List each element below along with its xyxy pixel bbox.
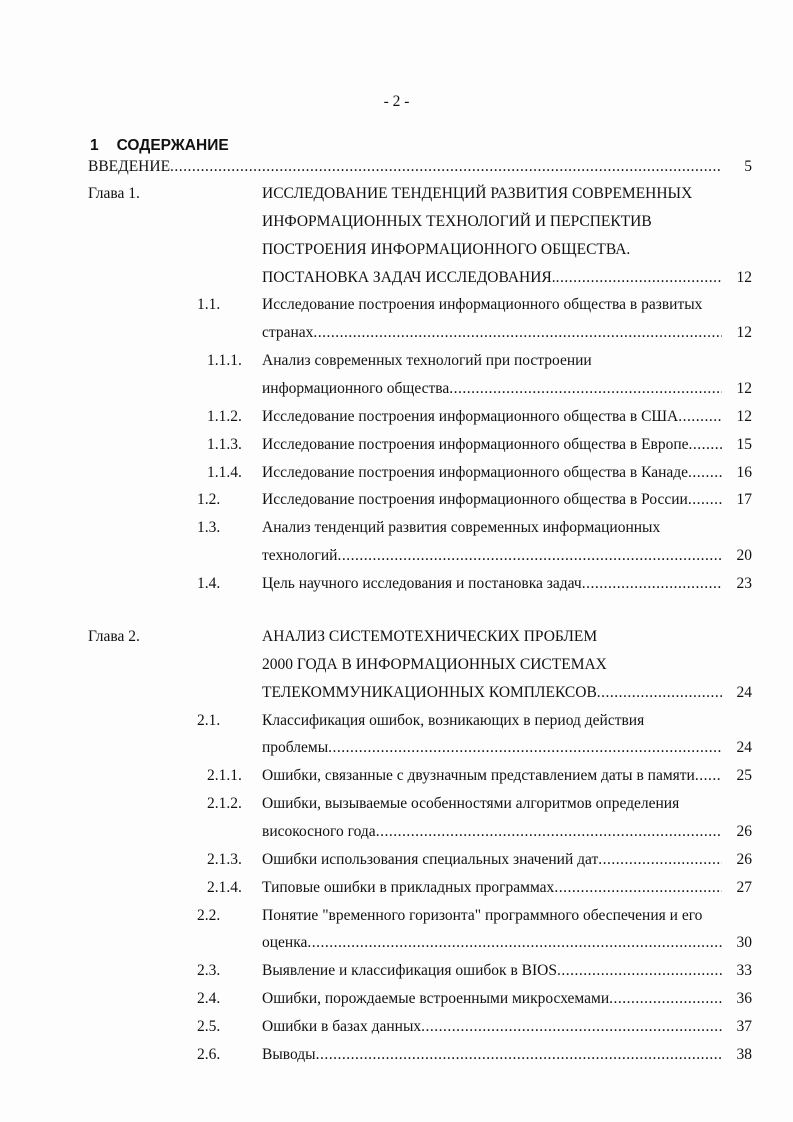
entry-text bbox=[262, 407, 722, 427]
entry-page: 36 bbox=[736, 990, 752, 1008]
dot-leader bbox=[554, 878, 722, 898]
dot-leader bbox=[688, 463, 722, 483]
dot-leader bbox=[688, 490, 722, 510]
toc-entry-line[interactable] bbox=[0, 794, 793, 814]
toc-entry-line[interactable] bbox=[0, 822, 793, 842]
entry-title: ПОСТАНОВКА ЗАДАЧ ИССЛЕДОВАНИЯ. bbox=[262, 268, 556, 286]
dot-leader bbox=[337, 546, 722, 566]
toc-entry-line[interactable] bbox=[0, 683, 793, 703]
section-number: 2.1.4. bbox=[207, 878, 242, 896]
entry-title: Цель научного исследования и постановка задач bbox=[262, 574, 582, 592]
dot-leader bbox=[582, 574, 722, 594]
section-number: 2.4. bbox=[197, 990, 221, 1008]
section-number: 2.1.3. bbox=[207, 850, 242, 868]
toc-entry-line[interactable] bbox=[0, 1017, 793, 1037]
section-number: 2.1. bbox=[197, 711, 221, 729]
entry-page: 25 bbox=[736, 767, 752, 785]
entry-title: ИНФОРМАЦИОННЫХ ТЕХНОЛОГИЙ И ПЕРСПЕКТИВ bbox=[262, 212, 652, 230]
entry-title: Исследование построения информационного общества в Европе bbox=[262, 435, 689, 453]
entry-page: 24 bbox=[736, 683, 752, 701]
entry-page: 12 bbox=[736, 268, 752, 286]
entry-text bbox=[262, 268, 722, 288]
entry-text bbox=[262, 546, 722, 566]
toc-entry-line[interactable] bbox=[0, 351, 793, 371]
entry-page: 12 bbox=[736, 324, 752, 342]
toc-entry-line[interactable] bbox=[0, 961, 793, 981]
entry-title: високосного года bbox=[262, 822, 376, 840]
entry-title: Исследование построения информационного общества в России bbox=[262, 491, 688, 509]
toc-entry-line[interactable] bbox=[0, 490, 793, 510]
entry-title: информационного общества bbox=[262, 379, 450, 397]
entry-text bbox=[262, 683, 722, 703]
entry-page: 24 bbox=[736, 739, 752, 757]
entry-text bbox=[262, 738, 722, 758]
entry-title: Ошибки, порождаемые встроенными микросхемами bbox=[262, 990, 610, 1008]
entry-text bbox=[262, 574, 722, 594]
toc-entry-line[interactable] bbox=[0, 212, 793, 232]
dot-leader bbox=[421, 1017, 722, 1037]
section-number: 1.4. bbox=[197, 574, 221, 592]
toc-entry-line[interactable] bbox=[0, 546, 793, 566]
entry-page: 26 bbox=[736, 822, 752, 840]
section-number: 1.3. bbox=[197, 519, 221, 537]
entry-text bbox=[262, 627, 722, 647]
entry-title: Анализ тенденций развития современных информационных bbox=[262, 519, 661, 537]
entry-page: 37 bbox=[736, 1017, 752, 1035]
entry-page: 33 bbox=[736, 962, 752, 980]
entry-text bbox=[262, 989, 722, 1009]
entry-text bbox=[262, 379, 722, 399]
chapter-label: Глава 1. bbox=[88, 185, 140, 202]
toc-entry-line[interactable] bbox=[0, 850, 793, 870]
dot-leader bbox=[695, 766, 722, 786]
entry-text bbox=[262, 212, 722, 232]
entry-text bbox=[262, 711, 722, 731]
heading-title: СОДЕРЖАНИЕ bbox=[116, 137, 229, 154]
entry-title: Исследование построения информационного общества в Канаде bbox=[262, 463, 689, 481]
entry-text bbox=[262, 323, 722, 343]
entry-text bbox=[262, 766, 722, 786]
entry-text bbox=[262, 822, 722, 842]
heading-number: 1 bbox=[90, 137, 99, 154]
dot-leader bbox=[316, 1045, 722, 1065]
toc-entry-line[interactable] bbox=[0, 323, 793, 343]
toc-entry-line[interactable] bbox=[0, 295, 793, 315]
dot-leader bbox=[678, 407, 722, 427]
section-number: 1.1. bbox=[197, 296, 221, 314]
entry-text bbox=[262, 463, 722, 483]
toc-entry-line[interactable] bbox=[0, 463, 793, 483]
entry-title: проблемы bbox=[262, 739, 329, 757]
entry-title: Ошибки, вызываемые особенностями алгоритмов определения bbox=[262, 795, 680, 813]
toc-entry-line[interactable] bbox=[0, 240, 793, 260]
dot-leader bbox=[313, 323, 722, 343]
toc-entry-line[interactable] bbox=[0, 933, 793, 953]
entry-text bbox=[262, 184, 722, 204]
entry-page: 27 bbox=[736, 878, 752, 896]
entry-page: 23 bbox=[736, 574, 752, 592]
toc-entry-line[interactable] bbox=[0, 379, 793, 399]
dot-leader bbox=[598, 850, 722, 870]
dot-leader bbox=[376, 822, 722, 842]
entry-title: Исследование построения информационного общества в развитых bbox=[262, 296, 703, 314]
entry-title: АНАЛИЗ СИСТЕМОТЕХНИЧЕСКИХ ПРОБЛЕМ bbox=[262, 628, 598, 645]
toc-entry-line[interactable] bbox=[0, 268, 793, 288]
entry-text bbox=[262, 655, 722, 675]
entry-page: 12 bbox=[736, 407, 752, 425]
toc-entry-line[interactable] bbox=[0, 627, 793, 647]
entry-title: странах bbox=[262, 324, 314, 342]
toc-entry-line[interactable] bbox=[0, 766, 793, 786]
entry-title: ИССЛЕДОВАНИЕ ТЕНДЕНЦИЙ РАЗВИТИЯ СОВРЕМЕННЫХ bbox=[262, 185, 693, 202]
entry-text bbox=[262, 1045, 722, 1065]
entry-page: 12 bbox=[736, 379, 752, 397]
entry-page: 20 bbox=[736, 547, 752, 565]
entry-page: 30 bbox=[736, 934, 752, 952]
dot-leader bbox=[609, 989, 722, 1009]
entry-text bbox=[262, 850, 722, 870]
entry-title: ТЕЛЕКОММУНИКАЦИОННЫХ КОМПЛЕКСОВ bbox=[262, 683, 597, 701]
section-number: 2.5. bbox=[197, 1017, 221, 1035]
toc-entry-line[interactable] bbox=[0, 407, 793, 427]
entry-text bbox=[262, 794, 722, 814]
entry-title: Выводы bbox=[262, 1045, 316, 1063]
toc-entry-intro[interactable] bbox=[0, 157, 793, 177]
section-number: 1.1.3. bbox=[207, 435, 242, 453]
page-number: - 2 - bbox=[383, 93, 410, 110]
toc-entry-line[interactable] bbox=[0, 184, 793, 204]
dot-leader bbox=[597, 683, 722, 703]
dot-leader bbox=[557, 961, 722, 981]
entry-text bbox=[262, 961, 722, 981]
toc-entry-line[interactable] bbox=[0, 738, 793, 758]
entry-page: 17 bbox=[736, 491, 752, 509]
entry-text bbox=[262, 906, 722, 926]
toc-entry-line[interactable] bbox=[0, 878, 793, 898]
section-number: 2.3. bbox=[197, 962, 221, 980]
entry-page: 5 bbox=[744, 158, 752, 175]
entry-text bbox=[262, 518, 722, 538]
entry-title: оценка bbox=[262, 934, 308, 952]
entry-title: Типовые ошибки в прикладных программах bbox=[262, 878, 555, 896]
dot-leader bbox=[689, 435, 722, 455]
entry-title: Анализ современных технологий при построении bbox=[262, 352, 592, 370]
section-number: 2.1.2. bbox=[207, 795, 242, 813]
toc-entry-line[interactable] bbox=[0, 989, 793, 1009]
section-number: 1.1.4. bbox=[207, 463, 242, 481]
toc-entry-line[interactable] bbox=[0, 655, 793, 675]
entry-page: 38 bbox=[736, 1045, 752, 1063]
entry-page: 26 bbox=[736, 850, 752, 868]
entry-page: 15 bbox=[736, 435, 752, 453]
entry-title: 2000 ГОДА В ИНФОРМАЦИОННЫХ СИСТЕМАХ bbox=[262, 655, 607, 673]
entry-text bbox=[262, 933, 722, 953]
toc-entry-line[interactable] bbox=[0, 906, 793, 926]
entry-text bbox=[262, 1017, 722, 1037]
dot-leader bbox=[449, 379, 722, 399]
entry-text bbox=[262, 240, 722, 260]
section-number: 2.6. bbox=[197, 1045, 221, 1063]
toc-entry-line[interactable] bbox=[0, 435, 793, 455]
entry-title: Классификация ошибок, возникающих в период действия bbox=[262, 711, 645, 729]
entry-text bbox=[262, 490, 722, 510]
dot-leader bbox=[307, 933, 722, 953]
section-number: 1.1.2. bbox=[207, 407, 242, 425]
entry-text bbox=[262, 878, 722, 898]
entry-title: ПОСТРОЕНИЯ ИНФОРМАЦИОННОГО ОБЩЕСТВА. bbox=[262, 240, 631, 258]
section-number: 1.2. bbox=[197, 491, 221, 509]
entry-title: Исследование построения информационного общества в США bbox=[262, 407, 679, 425]
dot-leader bbox=[170, 157, 722, 177]
section-number: 2.2. bbox=[197, 906, 221, 924]
entry-title: ВВЕДЕНИЕ bbox=[88, 158, 171, 175]
entry-text bbox=[262, 435, 722, 455]
entry-title: Ошибки, связанные с двузначным представлением даты в памяти bbox=[262, 767, 695, 785]
entry-title: Понятие "временного горизонта" программного обеспечения и его bbox=[262, 906, 703, 924]
section-number: 1.1.1. bbox=[207, 352, 242, 370]
entry-title: Ошибки использования специальных значений дат bbox=[262, 850, 599, 868]
chapter-label: Глава 2. bbox=[88, 628, 140, 645]
dot-leader bbox=[328, 738, 722, 758]
entry-title: Выявление и классификация ошибок в BIOS bbox=[262, 962, 557, 980]
toc-entry-line[interactable] bbox=[0, 518, 793, 538]
entry-title: Ошибки в базах данных bbox=[262, 1017, 422, 1035]
section-number: 2.1.1. bbox=[207, 767, 242, 785]
entry-text bbox=[262, 351, 722, 371]
toc-heading bbox=[90, 136, 229, 156]
dot-leader bbox=[556, 268, 722, 288]
toc-entry-line[interactable] bbox=[0, 711, 793, 731]
toc-entry-line[interactable] bbox=[0, 1045, 793, 1065]
entry-title: технологий bbox=[262, 547, 338, 565]
entry-text bbox=[262, 295, 722, 315]
entry-page: 16 bbox=[736, 463, 752, 481]
toc-entry-line[interactable] bbox=[0, 574, 793, 594]
